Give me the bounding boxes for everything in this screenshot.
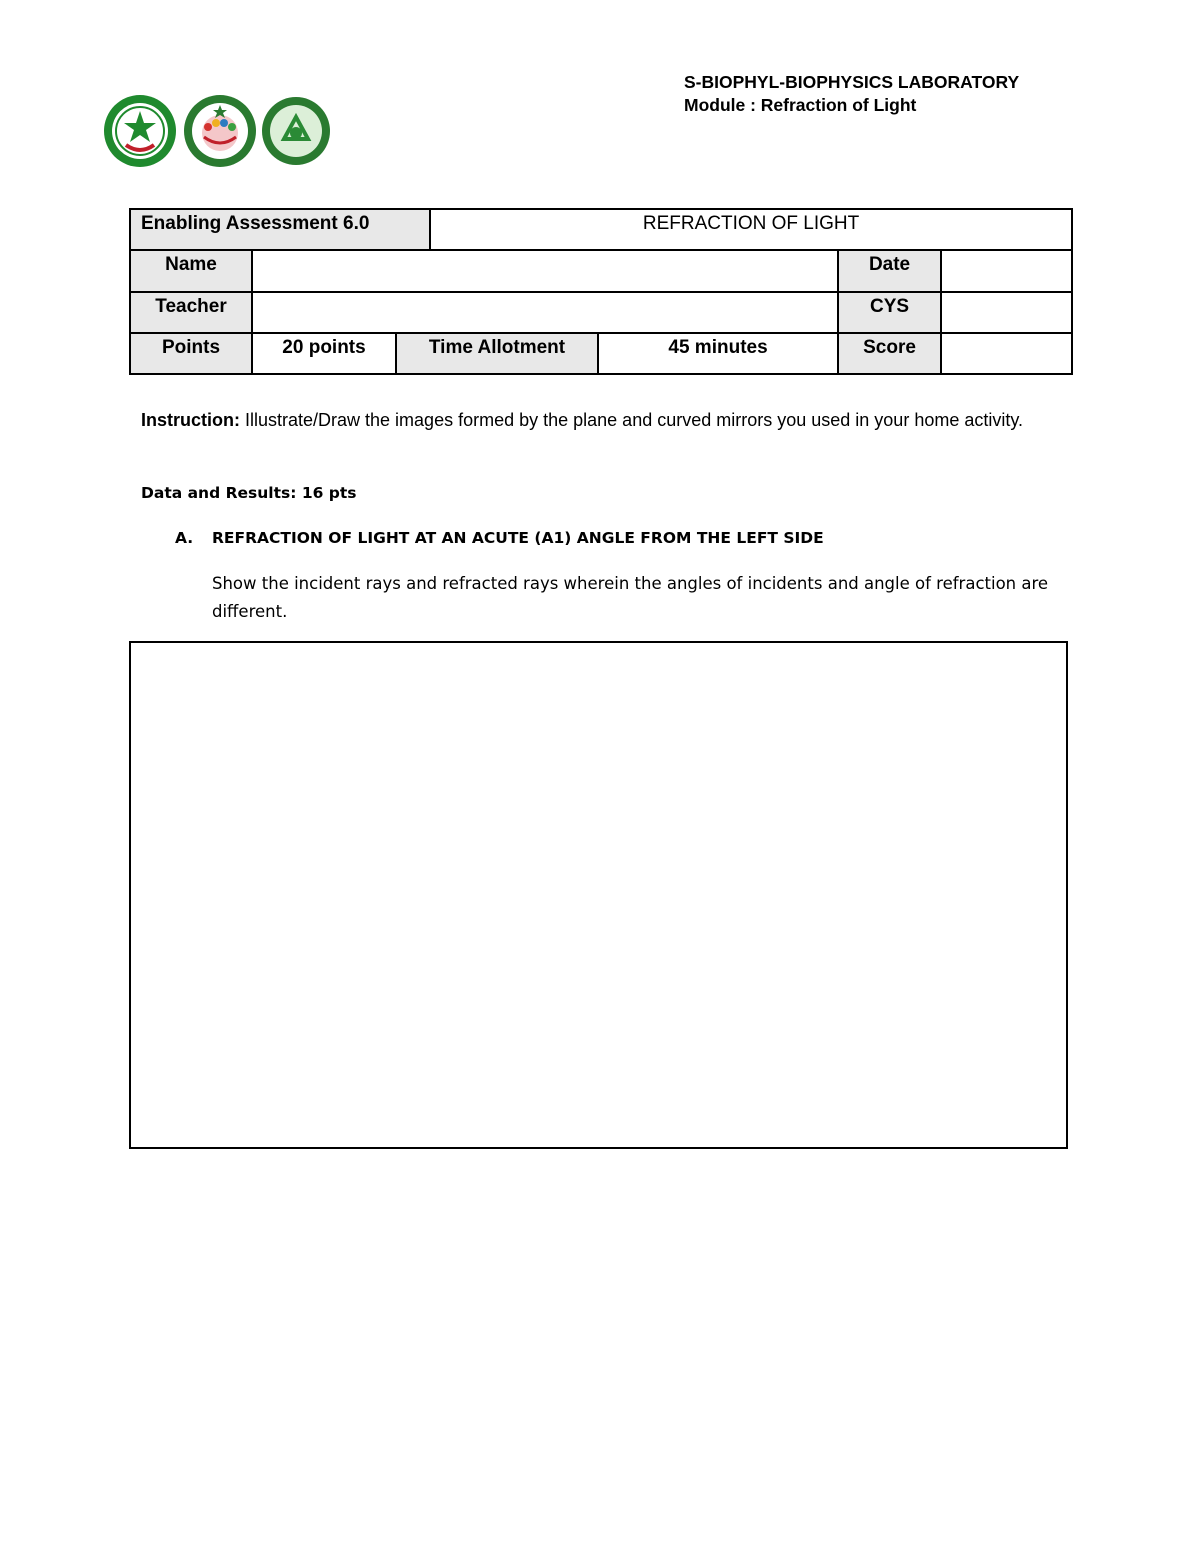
date-label: Date (838, 250, 941, 291)
teacher-field[interactable] (252, 292, 838, 333)
name-label: Name (130, 250, 252, 291)
cys-field[interactable] (941, 292, 1072, 333)
score-field[interactable] (941, 333, 1072, 374)
teacher-label: Teacher (130, 292, 252, 333)
section-a-heading (175, 529, 824, 547)
section-a-title: REFRACTION OF LIGHT AT AN ACUTE (A1) ANGLE FROM THE LEFT SIDE (212, 529, 824, 547)
score-label: Score (838, 333, 941, 374)
assessment-label: Enabling Assessment 6.0 (130, 209, 430, 250)
assessment-title: REFRACTION OF LIGHT (430, 209, 1072, 250)
environment-seal-icon (260, 93, 332, 169)
course-title: S-BIOPHYL-BIOPHYSICS LABORATORY (684, 72, 1020, 92)
time-allotment-value: 45 minutes (598, 333, 838, 374)
university-seal-icon (102, 93, 178, 169)
cys-label: CYS (838, 292, 941, 333)
date-field[interactable] (941, 250, 1072, 291)
points-value: 20 points (252, 333, 396, 374)
instruction-paragraph (141, 408, 1057, 432)
instruction-lead: Instruction: (141, 410, 240, 430)
college-seal-icon (182, 93, 258, 169)
points-label: Points (130, 333, 252, 374)
time-allotment-label: Time Allotment (396, 333, 598, 374)
document-header (684, 71, 1019, 117)
assessment-info-table (129, 208, 1073, 375)
logo-group (102, 93, 332, 171)
instruction-text: Illustrate/Draw the images formed by the plane and curved mirrors you used in your home activity. (240, 410, 1024, 430)
data-results-heading: Data and Results: 16 pts (141, 484, 357, 502)
section-a-description: Show the incident rays and refracted rays wherein the angles of incidents and angle of refraction are different. (212, 574, 1049, 621)
name-field[interactable] (252, 250, 838, 291)
module-title: Module : Refraction of Light (684, 95, 917, 115)
section-a-letter: A. (175, 529, 194, 547)
drawing-area[interactable] (129, 641, 1068, 1149)
